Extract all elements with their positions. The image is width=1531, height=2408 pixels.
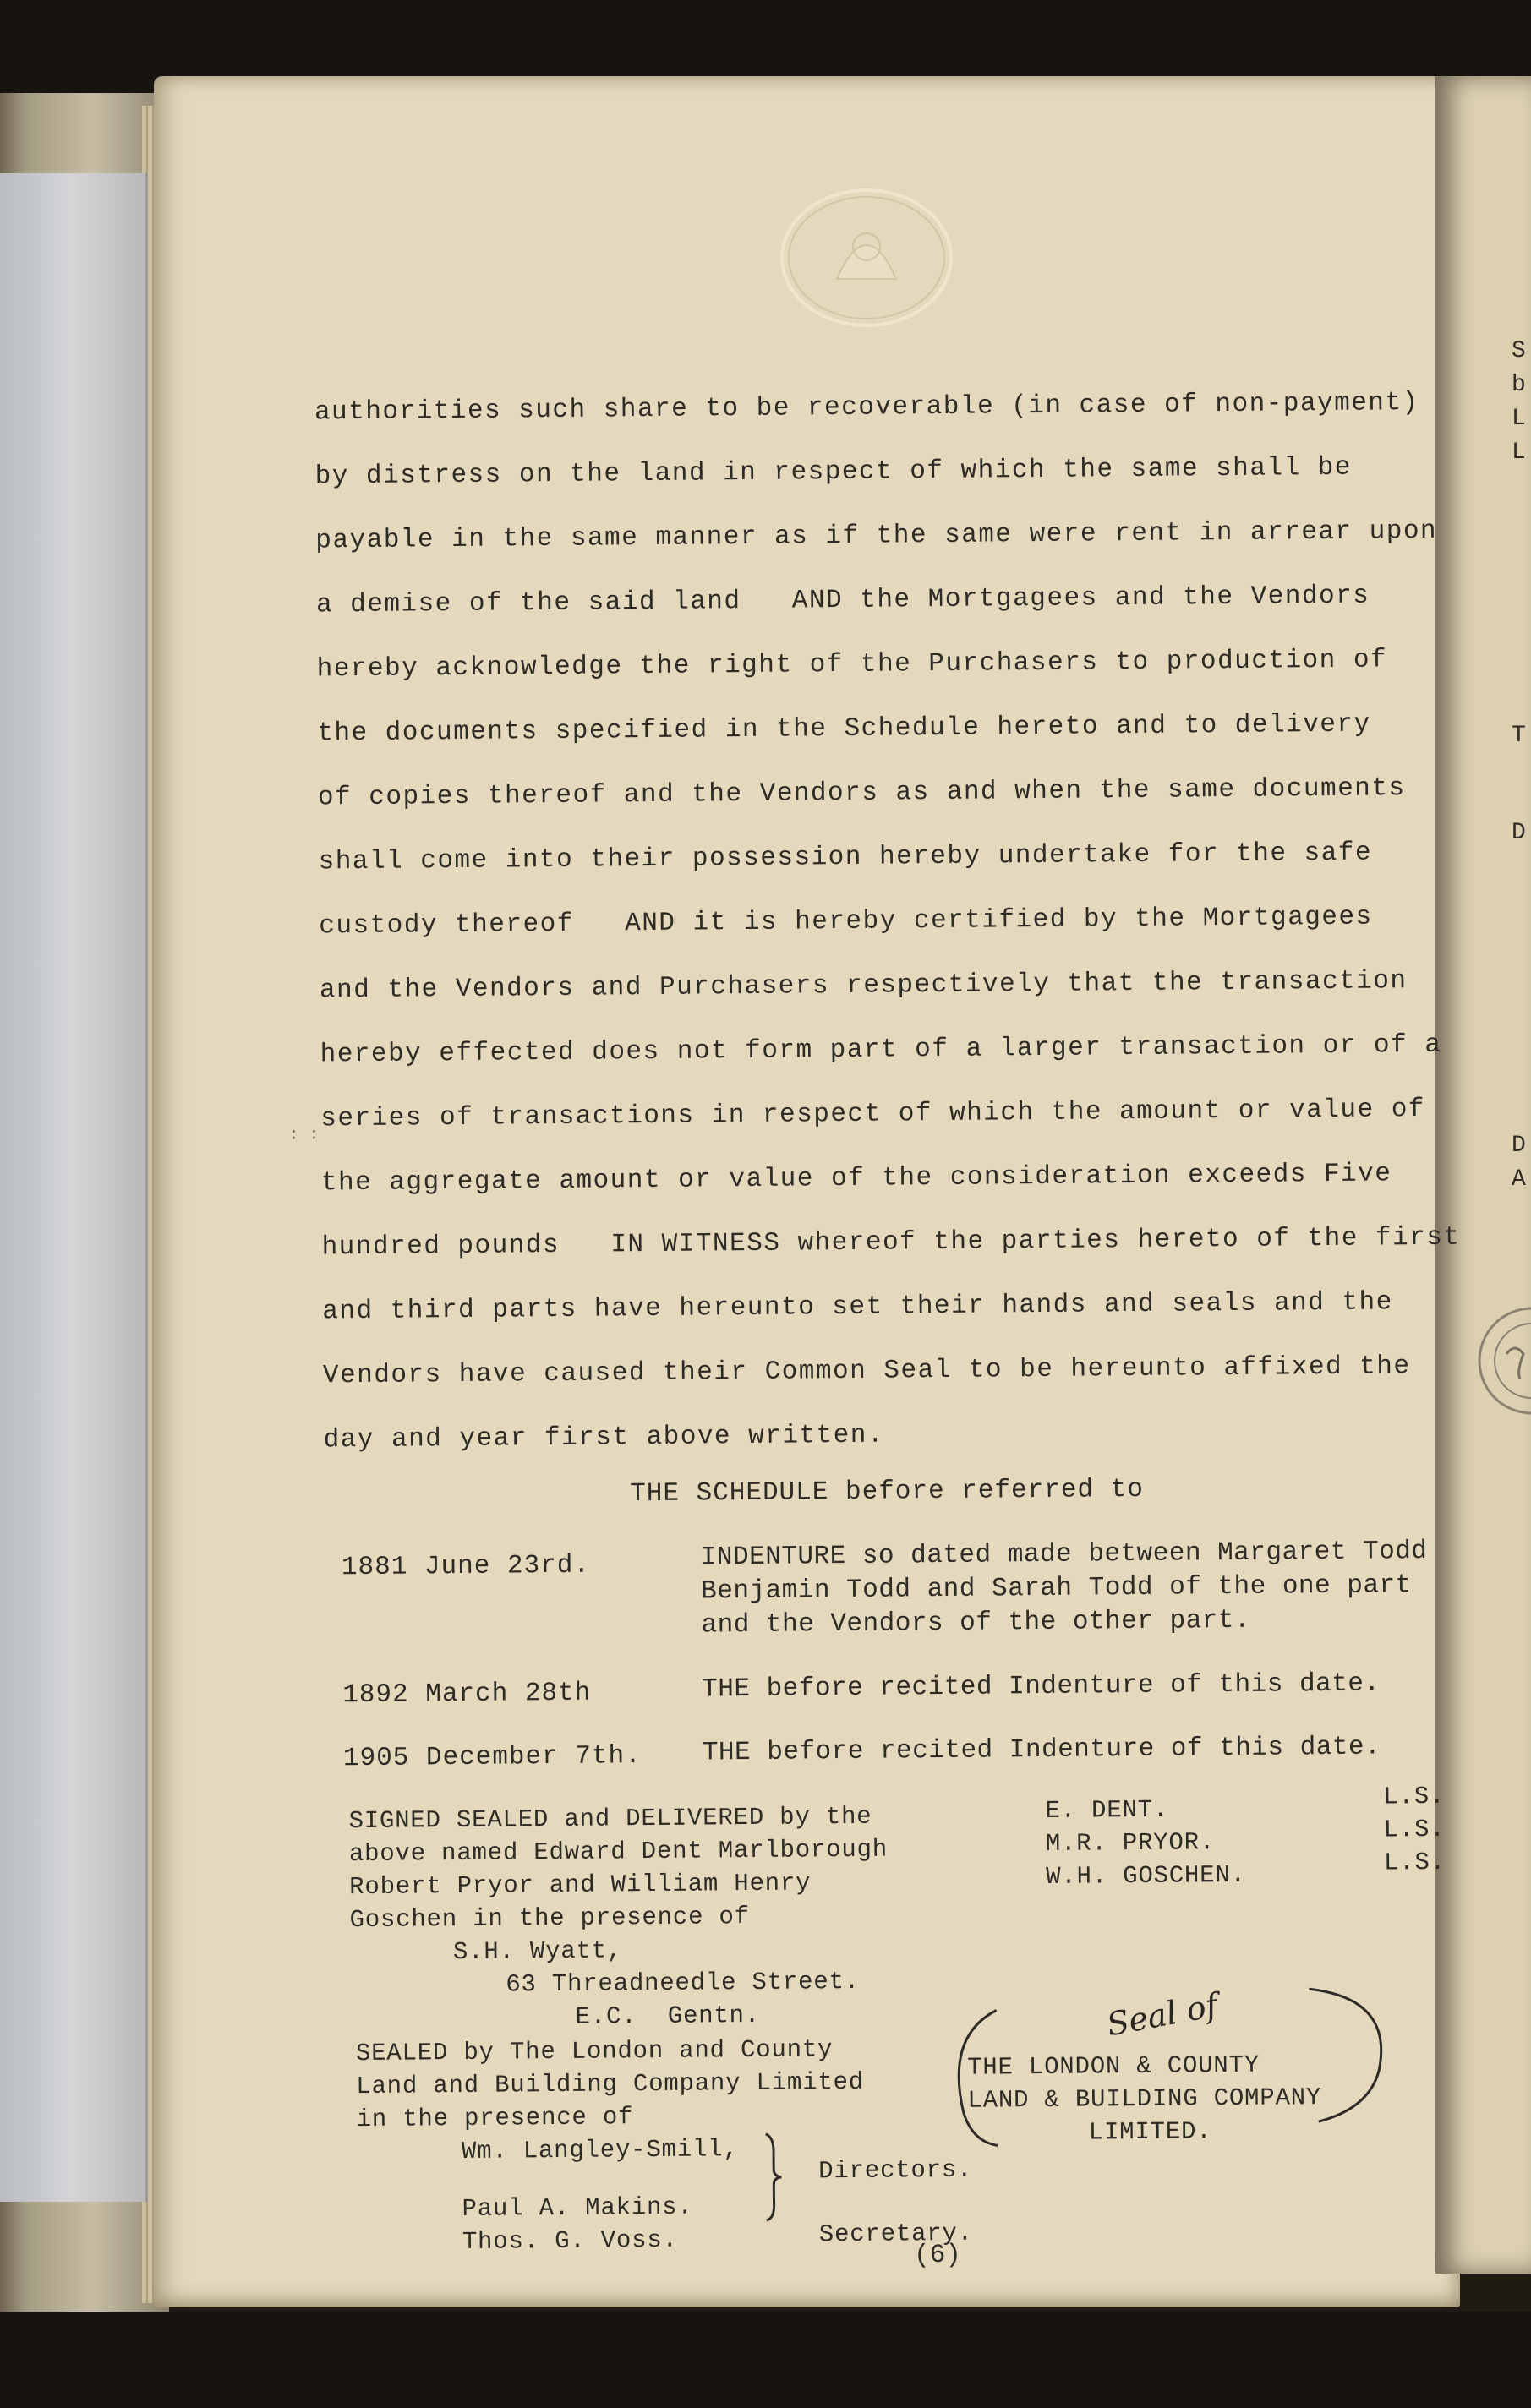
schedule-date: 1881 June 23rd. [341,1550,591,1583]
page-number: (6) [913,2240,962,2271]
sealed-line: Land and Building Company Limited [356,2067,865,2101]
handwritten-seal-note: Seal of [1103,1986,1221,2044]
body-line: and the Vendors and Purchasers respectively that the transaction [319,966,1408,1006]
body-line: the documents specified in the Schedule hereto and to delivery [317,709,1371,749]
body-line: day and year first above written. [323,1420,885,1455]
adjacent-fragment: A [1512,1166,1526,1193]
body-line: by distress on the land in respect of which the same shall be [314,452,1353,492]
director-name: Wm. Langley-Smill, [461,2135,739,2166]
body-line: Vendors have caused their Common Seal to be hereunto affixed the [322,1351,1411,1391]
adjacent-fragment: b [1512,372,1526,398]
adjacent-fragment: S [1512,338,1526,364]
adjacent-fragment: L [1512,406,1526,432]
attestation-line: Goschen in the presence of [349,1903,750,1935]
body-line: series of transactions in respect of which the amount or value of [320,1095,1426,1134]
body-line: hereby effected does not form part of a larger transaction or of a [320,1029,1442,1070]
body-line: authorities such share to be recoverable (in case of non-payment) [314,388,1419,428]
body-line: custody thereof AND it is hereby certified by the Mortgagees [319,902,1373,942]
body-line: the aggregate amount or value of the consideration exceeds Five [320,1159,1392,1199]
company-seal-line: LAND & BUILDING COMPANY [967,2083,1322,2115]
schedule-description: INDENTURE so dated made between Margaret Todd [700,1537,1428,1573]
attestation-line: SIGNED SEALED and DELIVERED by the [348,1802,872,1836]
company-seal-line: LIMITED. [1088,2117,1212,2147]
schedule-heading: THE SCHEDULE before referred to [630,1474,1145,1510]
directors-label: Directors. [818,2155,973,2186]
witness-occupation: E.C. Gentn. [575,2001,761,2031]
signatory-name: M.R. PRYOR. [1045,1828,1216,1858]
seal-mark: L.S. [1383,1782,1446,1811]
adjacent-fragment: D [1512,1133,1526,1159]
schedule-date: 1892 March 28th [342,1678,592,1711]
schedule-description: THE before recited Indenture of this date. [702,1668,1381,1705]
body-line: shall come into their possession hereby undertake for the safe [318,838,1373,877]
sealed-line: SEALED by The London and County [355,2035,834,2068]
director-name: Paul A. Makins. [462,2192,693,2224]
body-line: of copies thereof and the Vendors as and when the same documents [317,773,1406,813]
seal-mark: L.S. [1383,1815,1446,1844]
secretary-label: Secretary. [818,2219,974,2249]
signatory-name: E. DENT. [1045,1795,1169,1825]
witness-address: 63 Threadneedle Street. [506,1967,861,1999]
company-seal-line: THE LONDON & COUNTY [966,2050,1260,2082]
body-line: hundred pounds IN WITNESS whereof the parties hereto of the first [321,1222,1461,1263]
attestation-line: Robert Pryor and William Henry [349,1869,812,1902]
seal-mark: L.S. [1383,1848,1446,1877]
adjacent-fragment: L [1512,440,1526,466]
body-line: hereby acknowledge the right of the Purchasers to production of [316,645,1388,685]
sealed-line: in the presence of [356,2103,634,2134]
signatory-name: W.H. GOSCHEN. [1046,1860,1246,1891]
schedule-date: 1905 December 7th. [342,1741,642,1774]
schedule-description: THE before recited Indenture of this date. [702,1732,1381,1768]
margin-mark: : : [288,1125,320,1145]
adjacent-fragment: D [1512,820,1526,846]
adjacent-fragment: T [1512,723,1526,749]
schedule-description: and the Vendors of the other part. [701,1605,1251,1641]
body-line: a demise of the said land AND the Mortgagees and the Vendors [315,581,1370,620]
body-line: payable in the same manner as if the same were rent in arrear upon [315,516,1438,556]
secretary-name: Thos. G. Voss. [462,2225,678,2257]
brace-icon [761,2132,787,2222]
attestation-line: above named Edward Dent Marlborough [348,1835,889,1869]
body-line: and third parts have hereunto set their hands and seals and the [322,1287,1393,1327]
schedule-description: Benjamin Todd and Sarah Todd of the one part [701,1570,1412,1607]
background-bottom [0,2312,1531,2408]
witness-name: S.H. Wyatt, [452,1936,623,1967]
